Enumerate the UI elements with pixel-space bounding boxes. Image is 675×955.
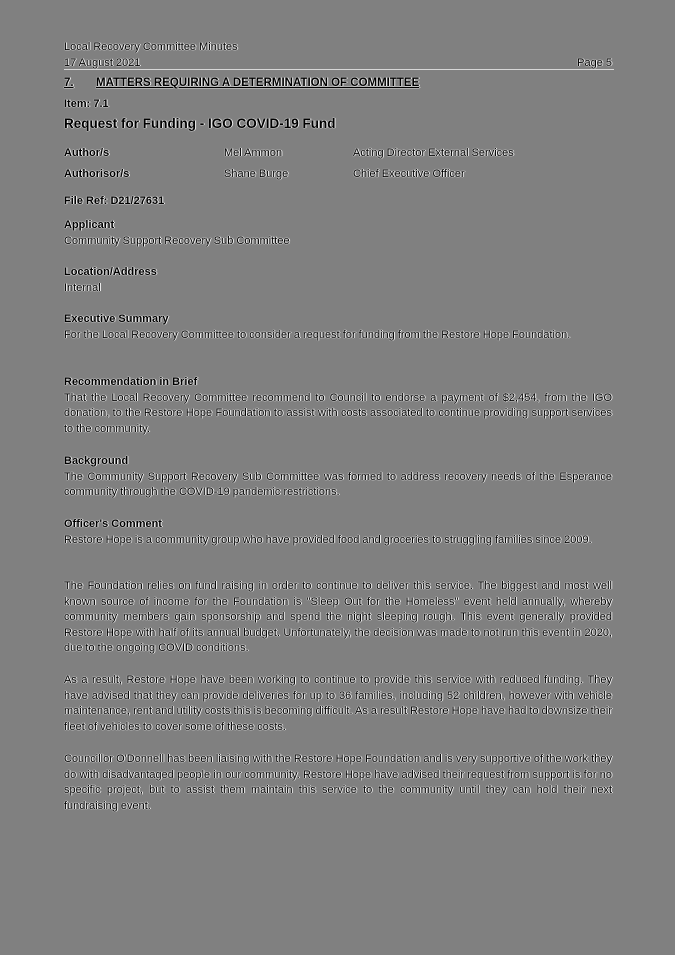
officers-comment-paragraph: As a result, Restore Hope have been working to continue to provide this service with reduced funding. They have advised that they can provide deliveries for up to 36 families, including 52 children, however with vehicle maintenance, rent and utility costs this is becoming difficult. As a result Restore Hope have had to downsize their fleet of vehicles to cover some of these costs. — [64, 674, 612, 733]
location-value: Internal — [64, 281, 101, 294]
recommendation-text: That the Local Recovery Committee recommend to Council to endorse a payment of $2,454, from the IGO donation, to the Restore Hope Foundation to assist with costs associated to continue providing support services to the community. — [64, 391, 612, 435]
location-heading: Location/Address — [64, 266, 157, 278]
applicant-value: Community Support Recovery Sub Committee — [64, 234, 290, 247]
file-reference: File Ref: D21/27631 — [64, 195, 165, 207]
section-number: 7. — [64, 77, 74, 89]
officers-comment-block — [64, 517, 612, 548]
location-block — [64, 265, 612, 296]
author-name: Mel Ammon — [224, 147, 283, 159]
recommendation-heading: Recommendation in Brief — [64, 376, 198, 388]
item-number: Item: 7.1 — [64, 98, 109, 110]
officers-comment-heading: Officer's Comment — [64, 518, 162, 530]
background-heading: Background — [64, 455, 129, 467]
authors-label: Author/s — [64, 147, 110, 159]
meeting-date: 17 August 2021 — [64, 56, 141, 69]
section-heading — [64, 76, 419, 92]
executive-summary-heading: Executive Summary — [64, 313, 169, 325]
executive-summary-block — [64, 312, 612, 343]
officers-comment-paragraph: The Foundation relies on fund raising in order to continue to deliver this service. The biggest and most well known source of income for the Foundation is "Sleep Out for the Homeless" event held annually, whereby community members gain sponsorship and spend the night sleeping rough. This event generally provided Restore Hope with half of its annual budget. Unfortunately, the decision was made to not run this event in 2020, due to the ongoing COVID conditions. — [64, 580, 612, 655]
background-text: The Community Support Recovery Sub Committee was formed to address recovery needs of the Esperance community through the COVID-19 pandemic restrictions. — [64, 470, 612, 499]
author-role: Acting Director External Services — [353, 147, 514, 159]
applicant-block — [64, 218, 612, 249]
authorisor-role: Chief Executive Officer — [353, 168, 465, 180]
officers-comment-paragraph: Restore Hope is a community group who have provided food and groceries to struggling families since 2009. — [64, 533, 592, 546]
document-title: Local Recovery Committee Minutes — [64, 41, 238, 53]
report-title: Request for Funding - IGO COVID-19 Fund — [64, 116, 336, 131]
page-header — [64, 40, 612, 71]
background-block — [64, 454, 612, 501]
section-title: MATTERS REQUIRING A DETERMINATION OF COMMITTEE — [96, 77, 420, 89]
authorisor-name: Shane Burge — [224, 168, 289, 180]
applicant-heading: Applicant — [64, 219, 115, 231]
officers-comment-paragraph: Councillor O'Donnell has been liaising with the Restore Hope Foundation and is very supportive of the work they do with disadvantaged people in our community. Restore Hope have advised their request from support is for no specific project, but to assist them maintain this service to the community until they can hold their next fundraising event. — [64, 753, 612, 812]
authorisors-label: Authorisor/s — [64, 168, 130, 180]
recommendation-block — [64, 375, 612, 437]
executive-summary-text: For the Local Recovery Committee to consider a request for funding from the Restore Hope Foundation. — [64, 328, 571, 341]
header-divider — [64, 69, 614, 70]
page-number: Page 5 — [577, 56, 612, 69]
